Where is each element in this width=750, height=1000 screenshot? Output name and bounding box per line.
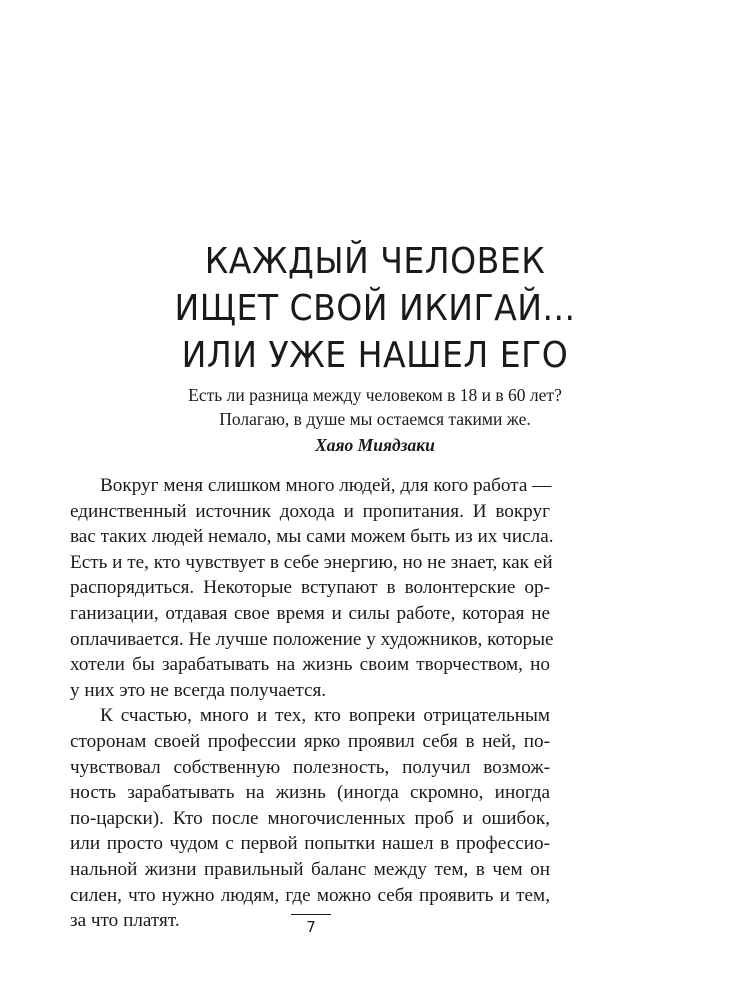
chapter-title-line: ИЩЕТ СВОЙ ИКИГАЙ... <box>174 288 576 329</box>
paragraph-2 <box>70 703 550 933</box>
text-line: ганизации, отдавая свое время и силы работе, которая не <box>70 602 550 624</box>
text-line: чувствовал собственную полезность, получил возмож- <box>70 756 550 778</box>
text-line: за что платят. <box>70 910 180 932</box>
text-line: силен, что нужно людям, где можно себя проявить и тем, <box>70 884 550 906</box>
chapter-title-line: ИЛИ УЖЕ НАШЕЛ ЕГО <box>181 335 569 376</box>
epigraph-author: Хаяо Миядзаки <box>315 435 435 455</box>
text-line: оплачивается. Не лучше положение у художников, которые <box>70 628 554 650</box>
chapter-title <box>85 238 665 379</box>
text-line: хотели бы зарабатывать на жизнь своим творчеством, но <box>70 654 550 676</box>
text-line: Вокруг меня слишком много людей, для кого работа — <box>100 475 552 496</box>
page-number: 7 <box>306 918 316 936</box>
chapter-title-line: КАЖДЫЙ ЧЕЛОВЕК <box>204 241 546 282</box>
text-line: ность зарабатывать на жизнь (иногда скромно, иногда <box>70 782 550 804</box>
text-line: К счастью, много и тех, кто вопреки отрицательным <box>100 705 550 727</box>
text-line: Есть и те, кто чувствует в себе энергию, но не знает, как ей <box>70 551 553 573</box>
text-line: вас таких людей немало, мы сами можем быть из их числа. <box>70 526 554 548</box>
body-text <box>70 473 554 934</box>
footer-rule <box>291 914 331 915</box>
paragraph-1 <box>70 473 554 703</box>
text-line: по-царски). Кто после многочисленных проб и ошибок, <box>70 807 550 829</box>
epigraph <box>60 384 690 458</box>
text-line: или просто чудом с первой попытки нашел в профессио- <box>70 833 550 855</box>
text-line: у них это не всегда получается. <box>70 679 327 701</box>
text-line: нальной жизни правильный баланс между тем, в чем он <box>70 858 550 880</box>
epigraph-line: Полагаю, в душе мы остаемся такими же. <box>219 408 531 429</box>
text-line: распорядиться. Некоторые вступают в волонтерские ор- <box>70 577 550 599</box>
text-line: сторонам своей профессии ярко проявил себя в ней, по- <box>70 730 550 752</box>
epigraph-line: Есть ли разница между человеком в 18 и в 60 лет? <box>188 385 562 405</box>
text-line: единственный источник дохода и пропитания. И вокруг <box>70 500 550 522</box>
